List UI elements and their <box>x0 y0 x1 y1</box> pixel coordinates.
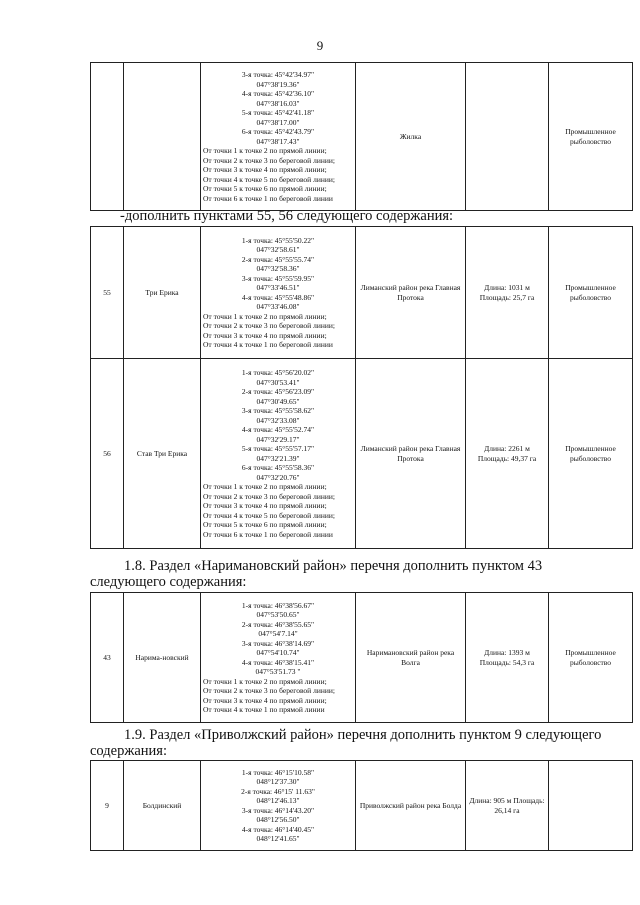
item-number: 56 <box>91 359 124 549</box>
point-longitude: 047°33'46.08" <box>256 302 300 311</box>
point-longitude: 047°38'16.03" <box>256 98 300 108</box>
item-number: 55 <box>91 227 124 359</box>
point-list <box>203 236 353 312</box>
point-longitude: 048°12'46.13" <box>256 796 300 805</box>
point-latitude: 1-я точка: 46°38'56.67" <box>241 600 315 610</box>
boundary-path: От точки 2 к точке 3 по береговой линии; <box>203 686 335 695</box>
area-size: Длина: 2261 м Площадь: 49,37 га <box>466 359 549 549</box>
point-list <box>203 768 353 844</box>
area-name: Три Ерика <box>124 227 201 359</box>
boundary-path: От точки 1 к точке 2 по прямой линии; <box>203 482 327 491</box>
area-name: Нарима-новский <box>124 593 201 723</box>
point-latitude: 1-я точка: 45°56'20.02" <box>241 368 315 377</box>
point-longitude: 047°38'17.00" <box>256 117 300 127</box>
table-row <box>91 63 633 211</box>
area-size: Длина: 1393 м Площадь: 54,3 га <box>466 593 549 723</box>
water-area-table-narimanovsky <box>90 592 633 723</box>
boundary-path: От точки 3 к точке 4 по прямой линии; <box>203 165 327 174</box>
item-number: 9 <box>91 761 124 851</box>
point-longitude: 047°32'58.61" <box>256 245 300 254</box>
area-name: Болдинский <box>124 761 201 851</box>
item-number <box>91 63 124 211</box>
area-size: Длина: 905 м Площадь: 26,14 га <box>466 761 549 851</box>
point-list <box>203 601 353 677</box>
boundary-path: От точки 4 к точке 5 по береговой линии; <box>203 510 335 520</box>
point-longitude: 047°30'49.65" <box>256 396 300 406</box>
area-size <box>466 63 549 211</box>
point-latitude: 5-я точка: 45°42'41.18" <box>241 108 315 117</box>
boundary-path: От точки 2 к точке 3 по береговой линии; <box>203 321 335 330</box>
point-longitude: 047°38'19.36" <box>256 79 300 89</box>
point-longitude: 047°30'53.41" <box>256 377 300 387</box>
boundary-path: От точки 1 к точке 2 по прямой линии; <box>203 146 327 155</box>
point-longitude: 047°54'7.14" <box>258 629 298 638</box>
point-latitude: 4-я точка: 46°38'15.41" <box>241 657 315 667</box>
coordinates-cell <box>201 227 356 359</box>
boundary-path: От точки 3 к точке 4 по прямой линии; <box>203 330 327 340</box>
point-list <box>203 368 353 482</box>
point-longitude: 047°38'17.43" <box>256 136 300 146</box>
boundary-path: От точки 3 к точке 4 по прямой линии; <box>203 501 327 510</box>
boundary-path-list <box>203 312 353 350</box>
area-size: Длина: 1031 м Площадь: 25,7 га <box>466 227 549 359</box>
boundary-path: От точки 5 к точке 6 по прямой линии; <box>203 520 327 529</box>
point-latitude: 1-я точка: 45°55'50.22" <box>241 235 315 245</box>
boundary-path-list <box>203 482 353 539</box>
fishing-type: Промышленное рыболовство <box>549 227 633 359</box>
point-latitude: 6-я точка: 45°55'58.36" <box>241 463 315 472</box>
point-list <box>203 70 353 146</box>
table-row <box>91 593 633 723</box>
table-row <box>91 761 633 851</box>
point-latitude: 3-я точка: 45°42'34.97" <box>241 70 315 79</box>
coordinates-cell <box>201 63 356 211</box>
paragraph-privolzhsky: 1.9. Раздел «Приволжский район» перечня дополнить пунктом 9 следующего содержания: <box>90 727 602 759</box>
point-latitude: 5-я точка: 45°55'57.17" <box>241 444 315 453</box>
point-latitude: 2-я точка: 46°15' 11.63" <box>241 786 315 796</box>
table-row <box>91 359 633 549</box>
point-latitude: 4-я точка: 45°55'48.86" <box>241 292 315 302</box>
boundary-path: От точки 4 к точке 1 по береговой линии <box>203 340 333 349</box>
point-longitude: 047°54'10.74" <box>256 648 300 657</box>
point-longitude: 048°12'37.30" <box>256 777 300 786</box>
point-latitude: 3-я точка: 46°38'14.69" <box>241 638 315 648</box>
water-body-location: Наримановский район река Волга <box>356 593 466 723</box>
point-longitude: 047°32'21.39" <box>256 453 300 463</box>
boundary-path: От точки 6 к точке 1 по береговой линии <box>203 529 333 539</box>
point-latitude: 4-я точка: 45°55'52.74" <box>241 425 315 434</box>
coordinates-cell <box>201 359 356 549</box>
point-latitude: 3-я точка: 46°14'43.20" <box>241 805 315 815</box>
point-latitude: 2-я точка: 46°38'55.65" <box>241 619 315 629</box>
boundary-path-list <box>203 677 353 715</box>
point-latitude: 3-я точка: 45°55'59.95" <box>241 273 315 283</box>
point-latitude: 4-я точка: 45°42'36.10" <box>241 89 315 98</box>
water-area-table-privolzhsky <box>90 760 633 851</box>
point-longitude: 047°32'29.17" <box>256 434 300 444</box>
boundary-path: От точки 6 к точке 1 по береговой линии <box>203 193 333 203</box>
point-latitude: 1-я точка: 46°15'10.58" <box>241 767 315 777</box>
water-area-table-limansky <box>90 226 633 549</box>
point-longitude: 047°32'33.08" <box>256 415 300 425</box>
boundary-path: От точки 5 к точке 6 по прямой линии; <box>203 184 327 193</box>
water-area-table-continued <box>90 62 633 211</box>
boundary-path: От точки 4 к точке 1 по прямой линии <box>203 705 325 714</box>
point-longitude: 047°32'58.36" <box>256 264 300 273</box>
boundary-path-list <box>203 146 353 203</box>
coordinates-cell <box>201 593 356 723</box>
point-latitude: 2-я точка: 45°56'23.09" <box>241 387 315 396</box>
point-latitude: 3-я точка: 45°55'58.62" <box>241 406 315 415</box>
point-latitude: 2-я точка: 45°55'55.74" <box>241 254 315 264</box>
paragraph-narimanovsky: 1.8. Раздел «Наримановский район» перечня дополнить пунктом 43 следующего содержания: <box>90 558 543 590</box>
page-number: 9 <box>316 38 324 53</box>
fishing-type <box>549 761 633 851</box>
point-longitude: 047°53'51.73 " <box>255 667 301 676</box>
point-longitude: 048°12'41.65" <box>256 834 300 843</box>
point-longitude: 047°32'20.76" <box>256 472 300 482</box>
point-longitude: 047°33'46.51" <box>256 283 300 292</box>
fishing-type: Промышленное рыболовство <box>549 63 633 211</box>
boundary-path: От точки 1 к точке 2 по прямой линии; <box>203 311 327 321</box>
boundary-path: От точки 4 к точке 5 по береговой линии; <box>203 174 335 184</box>
area-name: Став Три Ерика <box>124 359 201 549</box>
item-number: 43 <box>91 593 124 723</box>
water-body-location: Лиманский район река Главная Протока <box>356 359 466 549</box>
point-latitude: 4-я точка: 46°14'40.45" <box>241 824 315 834</box>
fishing-type: Промышленное рыболовство <box>549 359 633 549</box>
boundary-path: От точки 1 к точке 2 по прямой линии; <box>203 676 327 686</box>
paragraph-add-items: -дополнить пунктами 55, 56 следующего содержания: <box>120 208 454 224</box>
coordinates-cell <box>201 761 356 851</box>
boundary-path: От точки 3 к точке 4 по прямой линии; <box>203 695 327 705</box>
water-body-location: Жилка <box>356 63 466 211</box>
water-body-location: Лиманский район река Главная Протока <box>356 227 466 359</box>
table-row <box>91 227 633 359</box>
area-name <box>124 63 201 211</box>
boundary-path: От точки 2 к точке 3 по береговой линии; <box>203 155 335 165</box>
water-body-location: Приволжский район река Болда <box>356 761 466 851</box>
point-latitude: 6-я точка: 45°42'43.79" <box>241 127 315 136</box>
fishing-type: Промышленное рыболовство <box>549 593 633 723</box>
boundary-path: От точки 2 к точке 3 по береговой линии; <box>203 491 335 501</box>
point-longitude: 048°12'56.50" <box>256 815 300 824</box>
point-longitude: 047°53'50.65" <box>256 610 300 619</box>
